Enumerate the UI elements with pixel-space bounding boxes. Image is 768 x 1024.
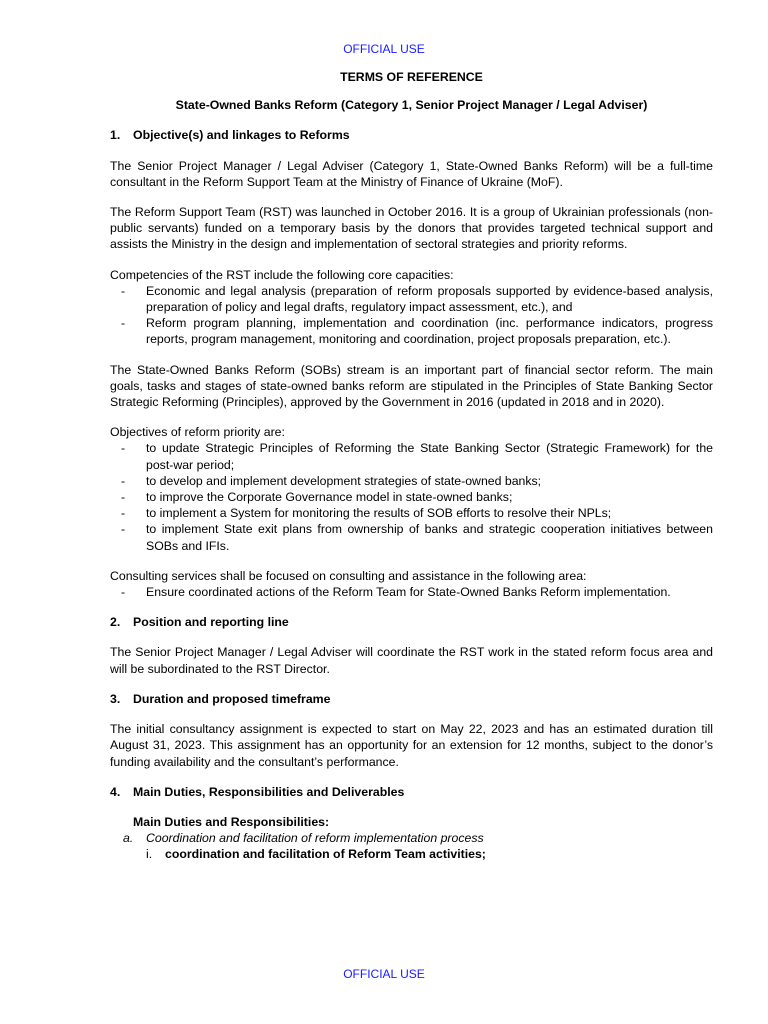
consulting-intro: Consulting services shall be focused on consulting and assistance in the following area: bbox=[110, 568, 587, 583]
section-title: Objective(s) and linkages to Reforms bbox=[133, 128, 350, 143]
duty-item-a: a. Coordination and facilitation of reform implementation process bbox=[123, 831, 484, 846]
item-marker: i. bbox=[146, 847, 153, 862]
dash-bullet: - bbox=[121, 490, 126, 505]
duties-subheading: Main Duties and Responsibilities: bbox=[133, 814, 330, 829]
competencies-list bbox=[110, 283, 713, 348]
objectives-list bbox=[110, 440, 713, 553]
list-item: - to implement a System for monitoring the results of SOB efforts to resolve their NPLs; bbox=[121, 506, 612, 521]
section-title: Main Duties, Responsibilities and Deliverables bbox=[133, 784, 405, 799]
objectives-intro: Objectives of reform priority are: bbox=[110, 425, 285, 440]
section-number: 4. bbox=[110, 784, 121, 799]
footer-official-use: OFFICIAL USE bbox=[343, 967, 425, 981]
paragraph: The Reform Support Team (RST) was launched in October 2016. It is a group of Ukrainian professionals (non-public servants) funded on a temporary basis by the donors that provides targeted technical support and assists the Ministry in the design and implementation of sectoral strategies and priority reforms. bbox=[110, 205, 713, 252]
document-subtitle: State-Owned Banks Reform (Category 1, Senior Project Manager / Legal Adviser) bbox=[175, 98, 648, 113]
duty-subitem-i: i. coordination and facilitation of Reform Team activities; bbox=[146, 847, 486, 862]
section-title: Duration and proposed timeframe bbox=[133, 691, 331, 706]
section-number: 3. bbox=[110, 691, 121, 706]
section-1-heading bbox=[110, 127, 713, 143]
list-item: - Reform program planning, implementation and coordination (inc. performance indicators, progress reports, program management, monitoring and coordination, project proposals preparation, etc.). bbox=[121, 316, 713, 347]
paragraph: The State-Owned Banks Reform (SOBs) stream is an important part of financial sector reform. The main goals, tasks and stages of state-owned banks reform are stipulated in the Principles of State Banking Sector Strategic Reforming (Principles), approved by the Government in 2016 (updated in 2018 and in 2020). bbox=[110, 362, 713, 410]
dash-bullet: - bbox=[121, 522, 126, 537]
section-3-heading bbox=[110, 691, 713, 707]
dash-bullet: - bbox=[121, 316, 126, 331]
section-number: 2. bbox=[110, 615, 121, 630]
document-body bbox=[110, 69, 713, 863]
dash-bullet: - bbox=[121, 585, 126, 600]
header-official-use: OFFICIAL USE bbox=[343, 42, 425, 56]
paragraph: The Senior Project Manager / Legal Adviser (Category 1, State-Owned Banks Reform) will be a full-time consultant in the Reform Support Team at the Ministry of Finance of Ukraine (MoF). bbox=[110, 158, 713, 189]
consulting-list bbox=[110, 584, 713, 600]
list-item: - to update Strategic Principles of Reforming the State Banking Sector (Strategic Framework) for the post-war period; bbox=[121, 441, 713, 472]
paragraph: The initial consultancy assignment is expected to start on May 22, 2023 and has an estimated duration till August 31, 2023. This assignment has an opportunity for an extension for 12 months, subject to the donor’s funding availability and the consultant’s performance. bbox=[110, 722, 713, 769]
competencies-intro: Competencies of the RST include the following core capacities: bbox=[110, 267, 454, 282]
dash-bullet: - bbox=[121, 473, 126, 488]
section-number: 1. bbox=[110, 128, 121, 143]
dash-bullet: - bbox=[121, 441, 126, 456]
list-item: - Ensure coordinated actions of the Reform Team for State-Owned Banks Reform implementation. bbox=[121, 585, 671, 600]
dash-bullet: - bbox=[121, 506, 126, 521]
list-item: - to develop and implement development strategies of state-owned banks; bbox=[121, 473, 542, 488]
paragraph: The Senior Project Manager / Legal Adviser will coordinate the RST work in the stated reform focus area and will be subordinated to the RST Director. bbox=[110, 645, 713, 676]
dash-bullet: - bbox=[121, 283, 126, 298]
section-title: Position and reporting line bbox=[133, 615, 289, 630]
list-item: - Economic and legal analysis (preparation of reform proposals supported by evidence-based analysis, preparation of policy and legal drafts, regulatory impact assessment, etc.), and bbox=[121, 283, 713, 315]
section-4-heading bbox=[110, 784, 713, 800]
item-marker: a. bbox=[123, 831, 134, 846]
list-item: - to implement State exit plans from ownership of banks and strategic cooperation initiatives between SOBs and IFIs. bbox=[121, 522, 713, 553]
list-item: - to improve the Corporate Governance model in state-owned banks; bbox=[121, 490, 513, 505]
document-title: TERMS OF REFERENCE bbox=[340, 70, 483, 84]
section-2-heading bbox=[110, 614, 713, 630]
